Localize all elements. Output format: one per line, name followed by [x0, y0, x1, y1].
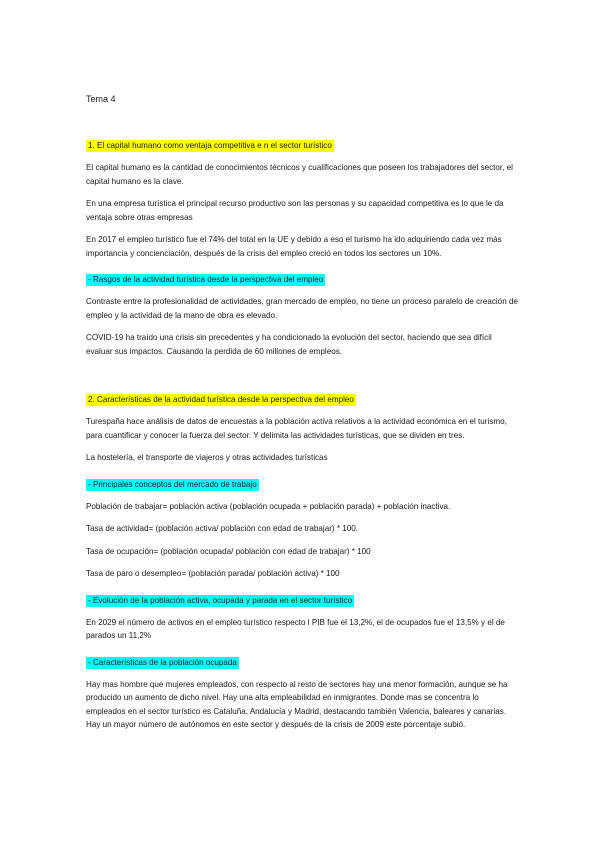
subheading-rasgos: - Rasgos de la actividad turística desde la perspectiva del empleo — [88, 275, 324, 284]
subheading-conceptos: - Principales conceptos del mercado de trabajo — [88, 479, 257, 489]
subheading-ocupada: - Características de la población ocupada — [88, 657, 237, 667]
page-title: Tema 4 — [86, 94, 116, 104]
section-2-heading: 2. Características de la actividad turística desde la perspectiva del empleo — [88, 395, 354, 404]
paragraph: Hay mas hombre que mujeres empleados, con respecto al resto de sectores hay una menor formación, aunque se ha producido un aumento de dicho nivel. Hay una alta empleabilidad en inmigrantes. Donde mas se concentra lo empleados en el sector turístico es Cataluña, Andalucía y Madrid, destacando también Valencia, baleares y canarias. Hay un mayor número de autónomos en este sector y después de la crisis de 2009 este porcentaje subió. — [86, 679, 508, 729]
paragraph: En 2029 el número de activos en el empleo turístico respecto l PIB fue el 13,2%, el de ocupados fue el 13,5% y el de parados un 11,2% — [86, 617, 505, 640]
paragraph: Turespaña hace análisis de datos de encuestas a la población activa relativos a la actividad económica en el turismo, para cuantificar y conocer la fuerza del sector. Y delimita las actividades turísticas, que se dividen en tres. — [86, 417, 507, 440]
paragraph: Población de trabajar= población activa (población ocupada + población parada) + población inactiva. — [86, 501, 451, 511]
paragraph: Tasa de actividad= (población activa/ población con edad de trabajar) * 100. — [86, 524, 358, 533]
subheading-evolucion: - Evolución de la población activa, ocupada y parada en el sector turístico — [88, 595, 353, 605]
paragraph: En una empresa turística el principal recurso productivo son las personas y su capacidad competitiva es lo que le da ventaja sobre otras empresas — [86, 199, 504, 222]
paragraph: Tasa de paro o desempleo= (población parada/ población activa) * 100 — [86, 569, 340, 578]
document-content — [86, 94, 518, 741]
paragraph: En 2017 el empleo turístico fue el 74% del total en la UE y debido a eso el turismo ha ido adquiriendo cada vez más importancia y concienciación, después de la crisis del empleo creció en todos los sectores un 10%. — [86, 235, 502, 258]
paragraph: COVID-19 ha traído una crisis sin precedentes y ha condicionado la evolución del sector, haciendo que sea difícil evaluar sus impactos. Causando la perdida de 60 millones de empleos. — [86, 333, 492, 356]
paragraph: La hostelería, el transporte de viajeros y otras actividades turísticas — [86, 453, 328, 462]
paragraph: El capital humano es la cantidad de conocimientos técnicos y cualificaciones que poseen los trabajadores del sector, el capital humano es la clave. — [86, 163, 513, 186]
section-1-heading: 1. El capital humano como ventaja competitiva e n el sector turístico — [88, 141, 332, 150]
paragraph: Tasa de ocupación= (población ocupada/ población con edad de trabajar) * 100 — [86, 546, 371, 556]
paragraph: Contraste entre la profesionalidad de actividades, gran mercado de empleo, no tiene un proceso paralelo de creación de empleo y la actividad de la mano de obra es elevado. — [86, 297, 518, 320]
